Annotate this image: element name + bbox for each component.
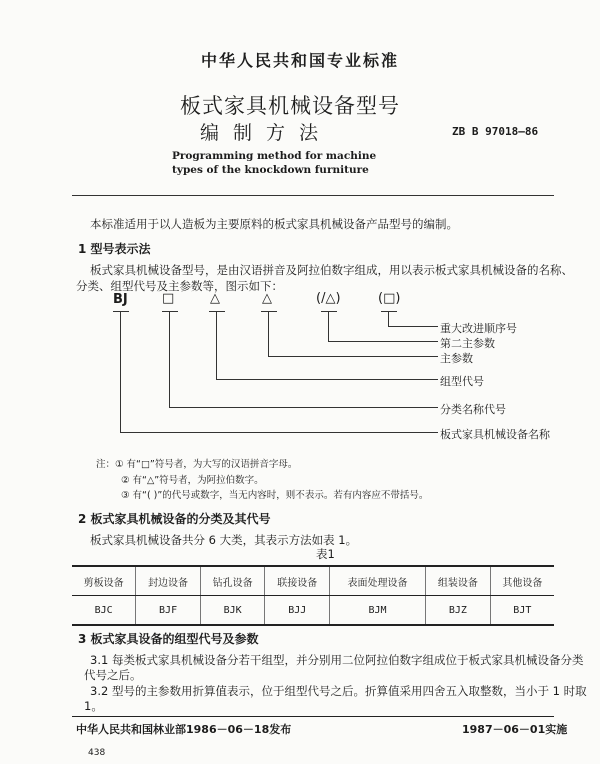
section2-heading: 2 板式家具机械设备的分类及其代号: [78, 512, 271, 526]
table-header-cell: 钻孔设备: [200, 566, 265, 596]
table-header-cell: 剪板设备: [72, 566, 136, 596]
section3-item2-line1: 3.2 型号的主参数用折算值表示，位于组型代号之后。折算值采用四舍五入取整数，当小于 1 时取: [90, 684, 587, 698]
title-line2: 编制方法: [200, 122, 333, 144]
table-cell: BJK: [200, 596, 265, 626]
symbol-triangle-1: △: [210, 291, 220, 306]
table-header-cell: 封边设备: [136, 566, 201, 596]
table-header-row: [72, 566, 554, 596]
intro-text: 本标准适用于以人造板为主要原料的板式家具机械设备产品型号的编制。: [90, 217, 458, 231]
page-number: 438: [88, 748, 106, 758]
section3-heading: 3 板式家具设备的组型代号及参数: [78, 632, 259, 646]
section3-item2-line2: 1。: [84, 699, 103, 713]
table-row: [72, 596, 554, 626]
note-1: 注：① 有“□”符号者，为大写的汉语拼音字母。: [96, 459, 298, 470]
top-divider: [72, 195, 554, 196]
symbol-square: □: [162, 291, 175, 306]
symbol-triangle-2: △: [262, 291, 272, 306]
label-equipment-name: 板式家具机械设备名称: [440, 428, 550, 441]
table-header-cell: 组装设备: [426, 566, 491, 596]
section2-para: 板式家具机械设备共分 6 大类，其表示方法如表 1。: [90, 533, 358, 547]
symbol-bj: BJ: [113, 292, 128, 307]
note-3: ③ 有“( )”的代号或数字，当无内容时，则不表示。若有内容应不带括号。: [121, 490, 429, 501]
table-cell: BJF: [136, 596, 201, 626]
table-cell: BJZ: [426, 596, 491, 626]
label-group-code: 组型代号: [440, 375, 484, 388]
table-header-cell: 联接设备: [265, 566, 330, 596]
footer-divider: [72, 716, 554, 717]
table-header-cell: 其他设备: [490, 566, 554, 596]
symbol-paren-triangle: (/△): [316, 291, 341, 306]
footer-issued: 中华人民共和国林业部1986－06－18发布: [76, 723, 292, 736]
symbol-paren-square: (□): [378, 291, 401, 306]
english-title-line2: types of the knockdown furniture: [172, 164, 369, 176]
label-second-param: 第二主参数: [440, 337, 495, 350]
footer-effective: 1987－06－01实施: [462, 723, 568, 736]
table-cell: BJT: [490, 596, 554, 626]
standard-org: 中华人民共和国专业标准: [200, 51, 399, 70]
section1-para-line1: 板式家具机械设备型号，是由汉语拼音及阿拉伯数字组成，用以表示板式家具机械设备的名称、: [90, 263, 573, 277]
section1-heading: 1 型号表示法: [78, 242, 151, 256]
table-header-cell: 表面处理设备: [330, 566, 426, 596]
table-cell: BJJ: [265, 596, 330, 626]
section3-item1-line1: 3.1 每类板式家具机械设备分若干组型，并分别用二位阿拉伯数字组成位于板式家具机械设备分类: [90, 653, 584, 667]
label-major-revision: 重大改进顺序号: [440, 322, 517, 335]
category-table: [72, 565, 554, 626]
label-main-param: 主参数: [440, 352, 473, 365]
table-cell: BJC: [72, 596, 136, 626]
label-category-code: 分类名称代号: [440, 403, 506, 416]
standard-code: ZB B 97018—86: [452, 125, 539, 138]
table-caption: 表1: [316, 547, 335, 561]
section3-item1-line2: 代号之后。: [84, 668, 142, 682]
table-cell: BJM: [330, 596, 426, 626]
section1-para-line2: 分类、组型代号及主参数等，图示如下：: [76, 279, 283, 293]
note-2: ② 有“△”符号者，为阿拉伯数字。: [121, 475, 264, 486]
english-title-line1: Programming method for machine: [172, 150, 377, 162]
title-line1: 板式家具机械设备型号: [180, 94, 400, 118]
